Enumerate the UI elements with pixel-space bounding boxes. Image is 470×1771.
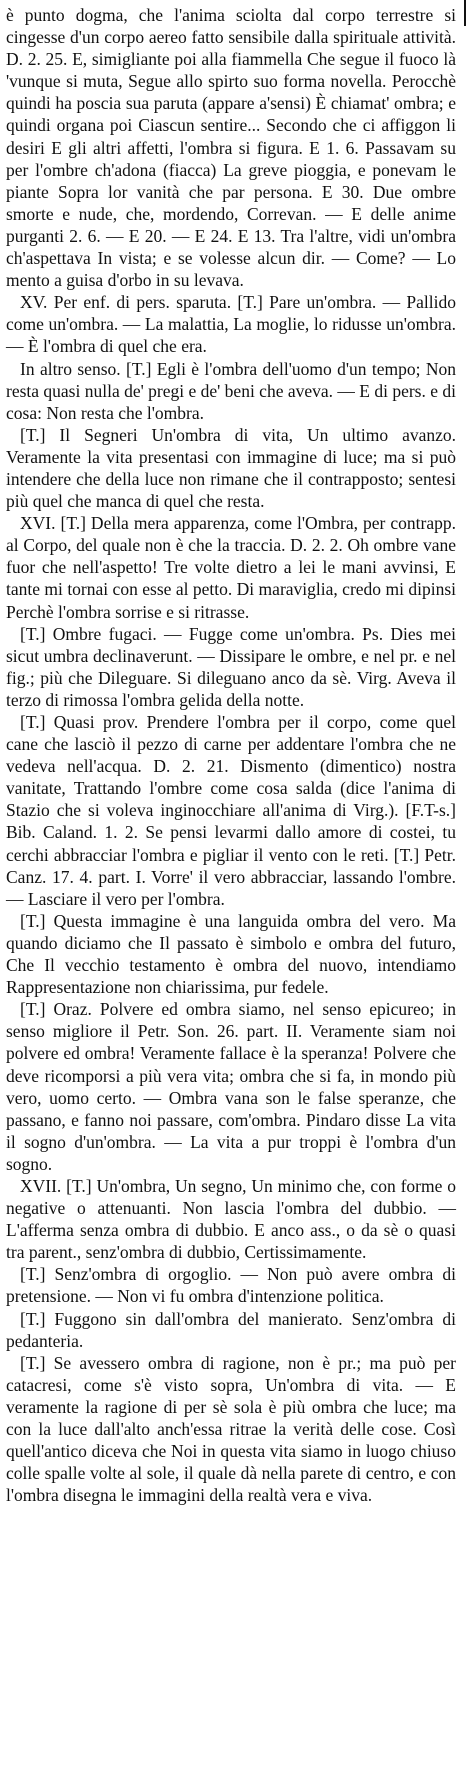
xv-segneri-paragraph: [T.] Il Segneri Un'ombra di vita, Un ultimo avanzo. Veramente la vita presentasi con immagine di luce; ma si può intendere che della luce non rimane che il contrapposto; sentesi più quel che manca di quel che resta.: [6, 424, 456, 512]
section-xv-heading-paragraph: XV. Per enf. di pers. sparuta. [T.] Pare un'ombra. — Pallido come un'ombra. — La malattia, La moglie, lo ridusse un'ombra. — È l'ombra di quel che era.: [6, 292, 456, 357]
xvi-oraz-paragraph: [T.] Oraz. Polvere ed ombra siamo, nel senso epicureo; in senso migliore il Petr. Son. 26. part. II. Veramente siam noi polvere ed ombra! Veramente fallace è la speranza! Polvere che deve ricomporsi a più vera vita; ombra che si fa, in mondo più vero, uomo certo. — Ombra vana son le false speranze, che passano, e fanno noi passare, com'ombra. Pindaro disse La vita il sogno d'un'ombra. — La vita a pur troppi è l'ombra d'un sogno.: [6, 999, 456, 1174]
xv-altro-senso-paragraph: In altro senso. [T.] Egli è l'ombra dell'uomo d'un tempo; Non resta quasi nulla de' pregi e de' beni che aveva. — E di pers. e di cosa: Non resta che l'ombra.: [6, 358, 456, 423]
column-rule: [464, 0, 466, 26]
xvii-ragione-paragraph: [T.] Se avessero ombra di ragione, non è pr.; ma può per catacresi, come s'è visto sopra, Un'ombra di vita. — E veramente la ragione di per sè sola è più ombra che luce; ma con la luce dall'alto anch'essa ritrae la verità delle cose. Così quell'antico diceva che Noi in questa vita siamo in luogo chiuso colle spalle volte al sole, il quale dà nella parete di centro, e con l'ombra disegna le immagini della realtà vera e viva.: [6, 1352, 456, 1506]
intro-continuation: è punto dogma, che l'anima sciolta dal corpo terrestre si cingesse d'un corpo aereo fatto sensibile dalla spirituale attività. D. 2. 25. E, simigliante poi alla fiammella Che segue il fuoco là 'vunque si muta, Segue allo spirto suo forma novella. Perocchè quindi ha poscia sua paruta (appare a'sensi) È chiamat' ombra; e quindi organa poi Ciascun sentire... Secondo che ci affiggon li desiri E gli altri affetti, l'ombra si figura. E 1. 6. Passavam su per l'ombre ch'adona (fiacca) La greve pioggia, e ponevam le piante Sopra lor vanità che par persona. E 30. Due ombre smorte e nude, che, mordendo, Correvan. — E delle anime purganti 2. 6. — E 20. — E 24. E 13. Tra l'altre, vidi un'ombra ch'aspettava In vista; e se volesse alcun dir. — Come? — Lo mento a guisa d'orbo in su levava.: [6, 5, 456, 291]
xvii-orgoglio-paragraph: [T.] Senz'ombra di orgoglio. — Non può avere ombra di pretensione. — Non vi fu ombra d'intenzione politica.: [6, 1264, 456, 1307]
xvi-immagine-paragraph: [T.] Questa immagine è una languida ombra del vero. Ma quando diciamo che Il passato è simbolo e ombra del futuro, Che Il vecchio testamento è ombra del nuovo, intendiamo Rappresentazione non chiarissima, pur fedele.: [6, 910, 456, 998]
section-xvii-heading-paragraph: XVII. [T.] Un'ombra, Un segno, Un minimo che, con forme o negative o attenuanti. Non lascia l'ombra del dubbio. — L'afferma senza ombra di dubbio. E anco ass., o da sè o quasi tra parent., senz'ombra di dubbio, Certissimamente.: [6, 1175, 456, 1263]
xvii-manierato-paragraph: [T.] Fuggono sin dall'ombra del manierato. Senz'ombra di pedanteria.: [6, 1308, 456, 1351]
xvi-quasi-prov-paragraph: [T.] Quasi prov. Prendere l'ombra per il corpo, come quel cane che lasciò il pezzo di carne per addentare l'ombra che ne vedeva nell'acqua. D. 2. 21. Dismento (dimentico) nostra vanitate, Trattando l'ombre come cosa salda (dice l'anima di Stazio che si voleva inginocchiare all'anima di Virg.). [F.T-s.] Bib. Caland. 1. 2. Se pensi levarmi dallo amore di costei, tu cerchi abbracciar l'ombra e pigliar il vento con le reti. [T.] Petr. Canz. 17. 4. part. I. Vorre' il vero abbracciar, lassando l'ombre. — Lasciare il vero per l'ombra.: [6, 712, 456, 909]
section-xvi-heading-paragraph: XVI. [T.] Della mera apparenza, come l'Ombra, per contrapp. al Corpo, del quale non è che la traccia. D. 2. 2. Oh ombre vane fuor che nell'aspetto! Tre volte dietro a lei le mani avvinsi, E tante mi tornai con esse al petto. Di maraviglia, credo mi dipinsi Perchè l'ombra sorrise e si ritrasse.: [6, 513, 456, 622]
xvi-ombre-fugaci-paragraph: [T.] Ombre fugaci. — Fugge come un'ombra. Ps. Dies mei sicut umbra declinaverunt. — Dissipare le ombre, e nel pr. e nel fig.; più che Dileguare. Si dileguano anco da sè. Virg. Aveva il terzo di rimossa l'ombra gelida della notte.: [6, 623, 456, 710]
